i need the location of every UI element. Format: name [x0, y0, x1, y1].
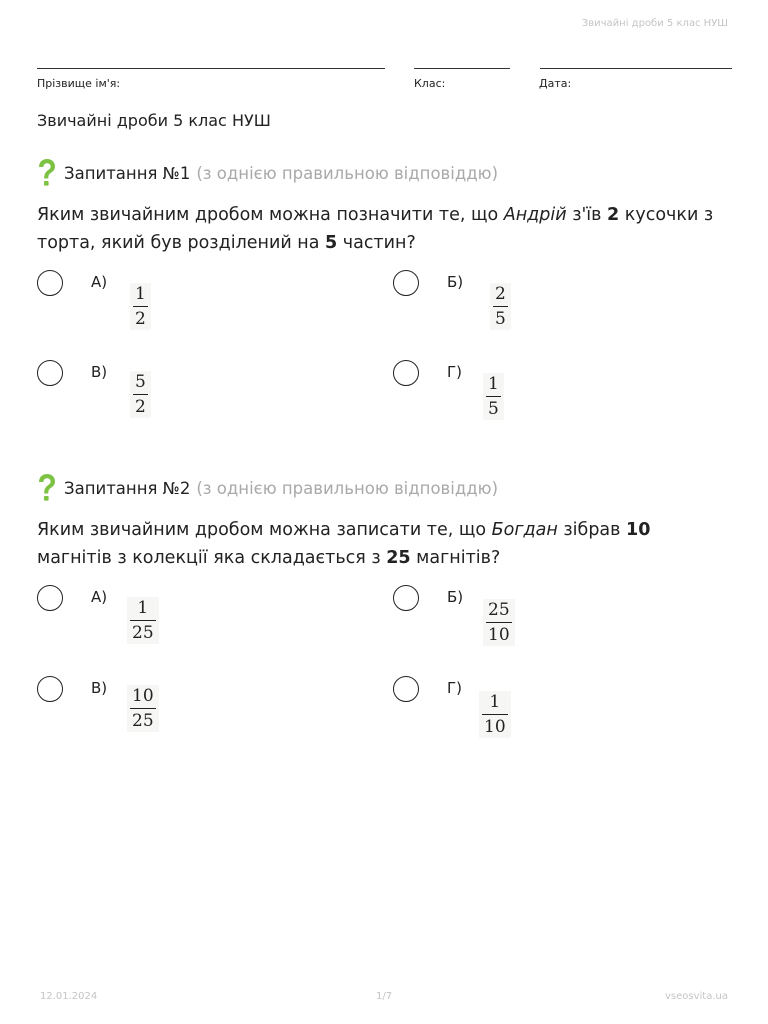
name-field-label: Прізвище ім'я:: [37, 77, 121, 90]
q2-option-d-letter: Г): [447, 679, 462, 697]
q1-option-b-radio[interactable]: [393, 270, 419, 296]
q2-option-a-letter: А): [91, 588, 108, 606]
q1-option-a-letter: А): [91, 273, 108, 291]
q2-option-b-radio[interactable]: [393, 585, 419, 611]
q1-option-d-letter: Г): [447, 363, 462, 381]
q1-option-c-fraction: 5 2: [130, 371, 151, 418]
question-1-name: Андрій: [503, 205, 567, 225]
document-title: Звичайні дроби 5 клас НУШ: [37, 111, 271, 130]
q1-option-b-letter: Б): [447, 273, 464, 291]
footer-site[interactable]: vseosvita.ua: [665, 991, 728, 1002]
name-field-line[interactable]: [37, 68, 385, 69]
q2-option-c-radio[interactable]: [37, 676, 63, 702]
q2-option-d-fraction: 1 10: [479, 691, 511, 738]
question-2-name: Богдан: [491, 520, 558, 540]
q1-option-d-fraction: 1 5: [483, 373, 504, 420]
question-mark-icon: [36, 473, 58, 503]
q1-option-a-radio[interactable]: [37, 270, 63, 296]
q2-option-c-letter: В): [91, 679, 108, 697]
question-1-header: [36, 158, 498, 188]
question-2-title: Запитання №2: [64, 478, 191, 498]
q2-option-a-fraction: 1 25: [127, 597, 159, 644]
date-field-line[interactable]: [540, 68, 732, 69]
q2-option-c-fraction: 10 25: [127, 685, 159, 732]
q1-option-d-radio[interactable]: [393, 360, 419, 386]
q2-option-b-fraction: 25 10: [483, 599, 515, 646]
q1-option-c-letter: В): [91, 363, 108, 381]
q1-option-a-fraction: 1 2: [130, 283, 151, 330]
q2-option-a-radio[interactable]: [37, 585, 63, 611]
class-field-line[interactable]: [414, 68, 510, 69]
class-field-label: Клас:: [414, 77, 446, 90]
footer-page-number: 1/7: [376, 991, 393, 1002]
question-1-title: Запитання №1: [64, 163, 191, 183]
question-mark-icon: [36, 158, 58, 188]
date-field-label: Дата:: [539, 77, 572, 90]
question-2-text: Яким звичайним дробом можна записати те, що Богдан зібрав 10 магнітів з колекції яка складається з 25 магнітів?: [37, 520, 651, 568]
question-2-note: (з однією правильною відповіддю): [196, 478, 499, 498]
footer-date: 12.01.2024: [40, 991, 98, 1002]
header-document-title: Звичайні дроби 5 клас НУШ: [581, 18, 728, 29]
question-1-text: Яким звичайним дробом можна позначити те, що Андрій з'їв 2 кусочки з торта, який був розділений на 5 частин?: [37, 205, 714, 253]
question-2-header: [36, 473, 498, 503]
question-1-note: (з однією правильною відповіддю): [196, 163, 499, 183]
q2-option-b-letter: Б): [447, 588, 464, 606]
q1-option-b-fraction: 2 5: [490, 283, 511, 330]
q2-option-d-radio[interactable]: [393, 676, 419, 702]
q1-option-c-radio[interactable]: [37, 360, 63, 386]
